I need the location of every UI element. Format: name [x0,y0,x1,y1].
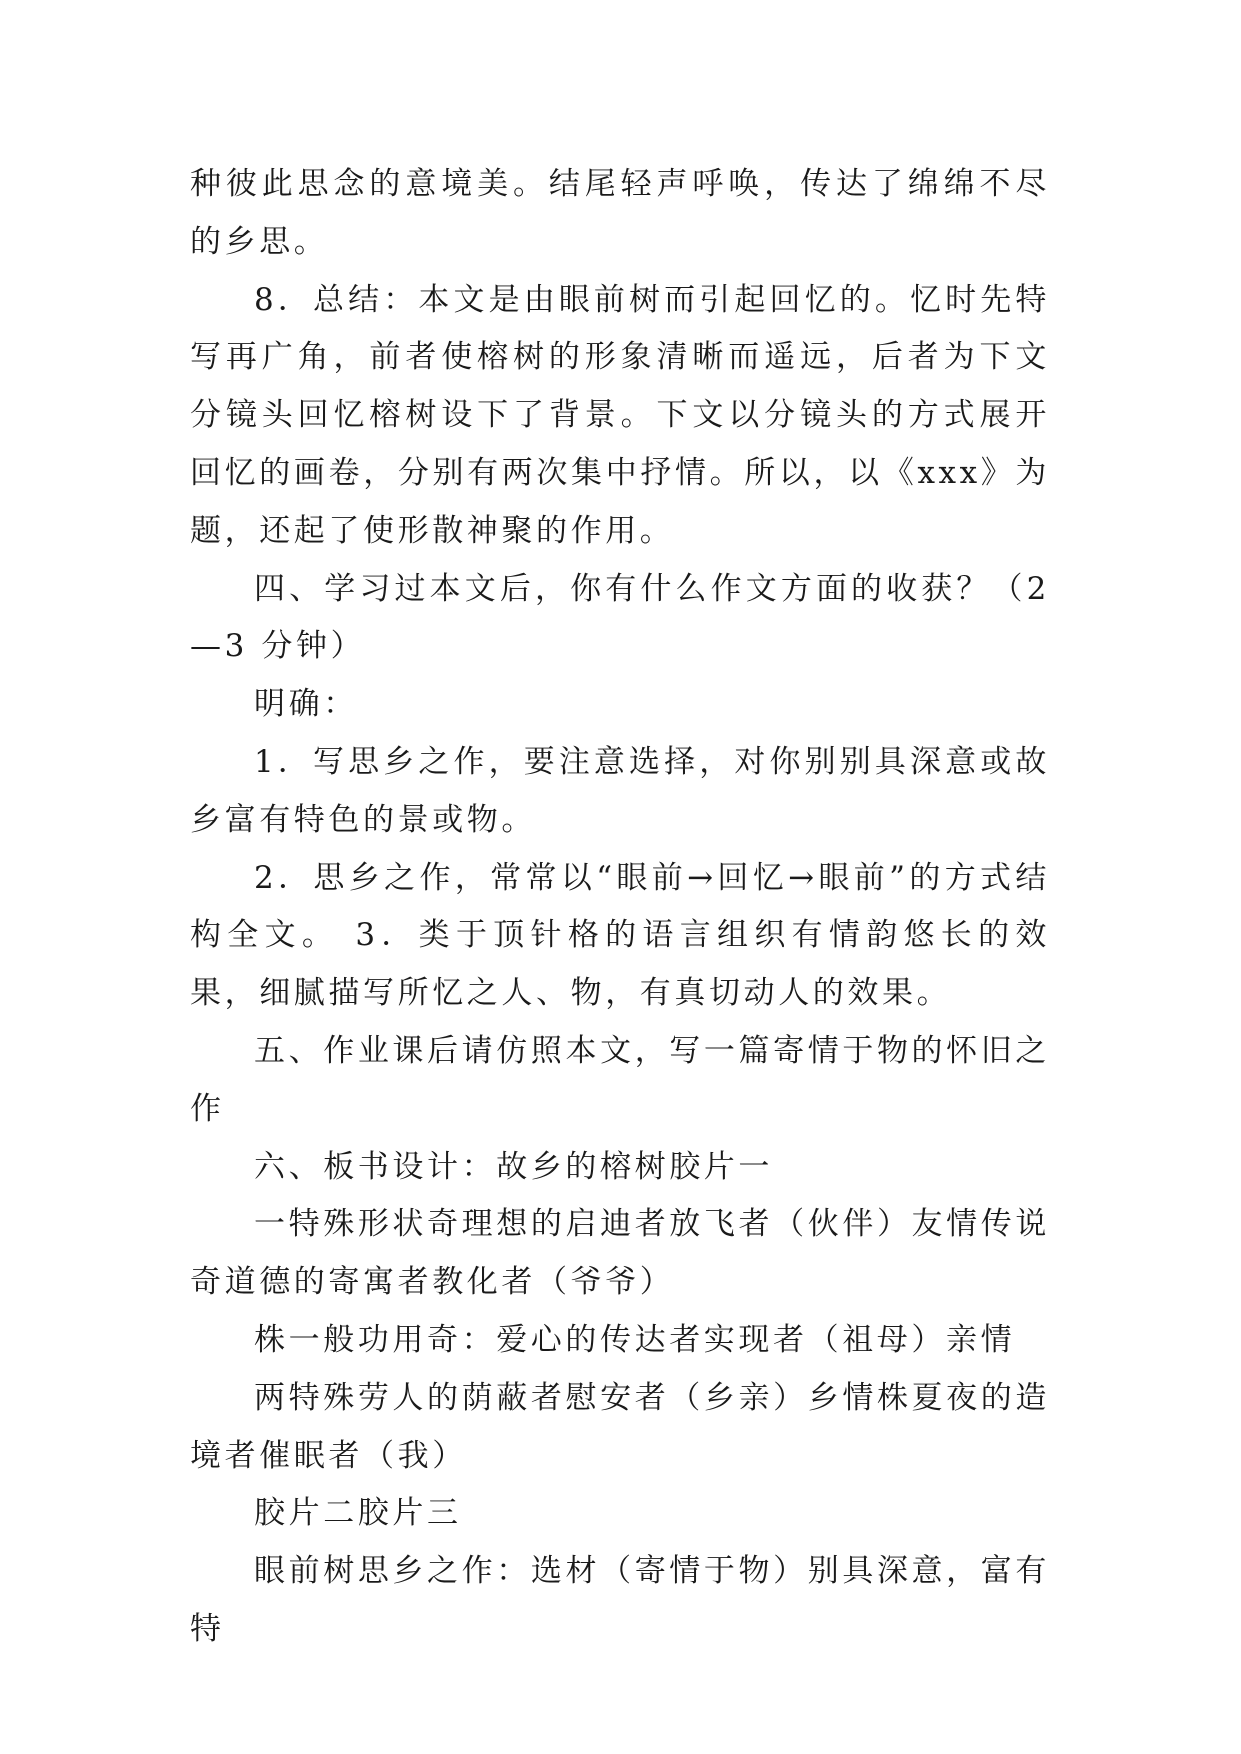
paragraph-summary: 8．总结：本文是由眼前树而引起回忆的。忆时先特写再广角，前者使榕树的形象清晰而遥远，后者为下文分镜头回忆榕树设下了背景。下文以分镜头的方式展开回忆的画卷，分别有两次集中抒情。所以，以《xxx》为题，还起了使形散神聚的作用。 [190,281,1050,549]
paragraph-film-two-three: 胶片二胶片三 [254,1495,462,1532]
paragraph-section-six: 六、板书设计：故乡的榕树胶片一 [254,1148,773,1185]
document-body [190,156,1050,1659]
paragraph-board-line-two: 株一般功用奇：爱心的传达者实现者（祖母）亲情 [254,1321,1016,1358]
paragraph-board-line-one: 一特殊形状奇理想的启迪者放飞者（伙伴）友情传说奇道德的寄寓者教化者（爷爷） [190,1206,1050,1301]
paragraph-clarify-heading: 明确： [254,686,358,723]
paragraph-continuation: 种彼此思念的意境美。结尾轻声呼唤，传达了绵绵不尽的乡思。 [190,166,1050,260]
paragraph-board-line-three: 两特殊劳人的荫蔽者慰安者（乡亲）乡情株夏夜的造境者催眠者（我） [190,1379,1050,1474]
paragraph-section-four: 四、学习过本文后，你有什么作文方面的收获？（2 —3 分钟） [190,570,1050,665]
paragraph-final: 眼前树思乡之作：选材（寄情于物）别具深意，富有特 [190,1553,1050,1647]
paragraph-point-two-three: 2．思乡之作，常常以“眼前→回忆→眼前”的方式结构全文。 3．类于顶针格的语言组织有情韵悠长的效果，细腻描写所忆之人、物，有真切动人的效果。 [190,859,1050,1012]
paragraph-section-five: 五、作业课后请仿照本文，写一篇寄情于物的怀旧之作 [190,1032,1050,1127]
paragraph-point-one: 1．写思乡之作，要注意选择，对你别别具深意或故乡富有特色的景或物。 [190,743,1050,838]
